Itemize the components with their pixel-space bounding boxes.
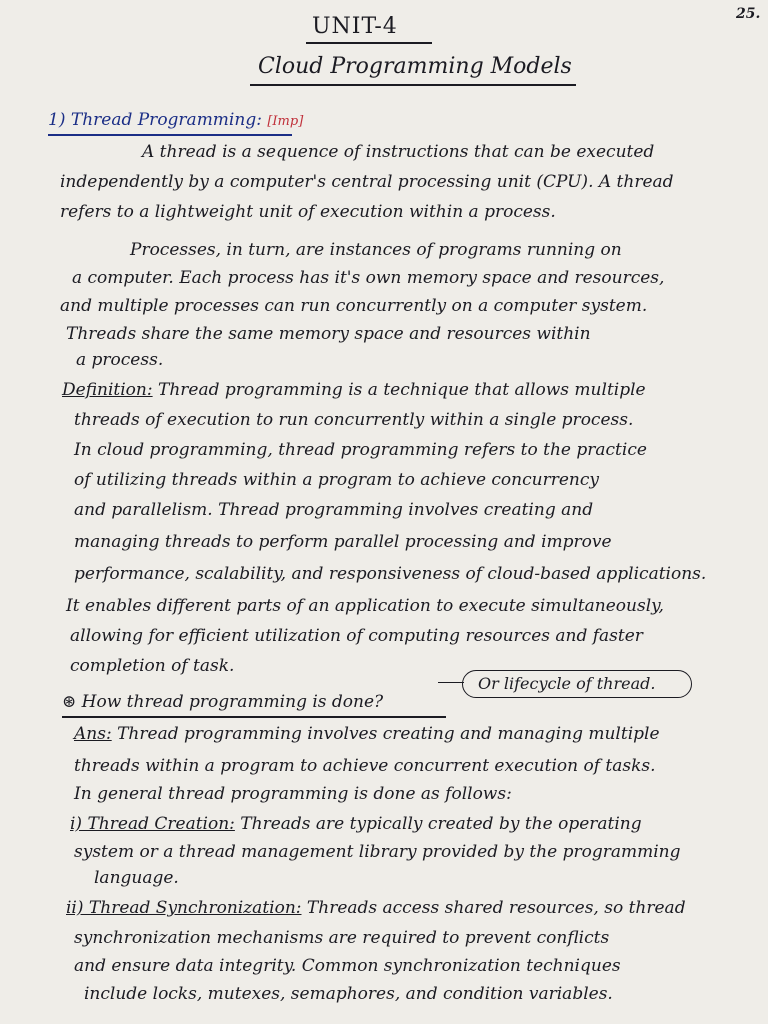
answer-line: Thread programming involves creating and managing multiple bbox=[117, 724, 660, 744]
definition-line: of utilizing threads within a program to achieve concurrency bbox=[74, 470, 599, 490]
answer-line: In general thread programming is done as follows: bbox=[74, 784, 512, 804]
definition-line: completion of task. bbox=[70, 656, 235, 676]
question-underline bbox=[62, 716, 446, 718]
point1-line: system or a thread management library provided by the programming bbox=[74, 842, 681, 862]
definition-line: performance, scalability, and responsiveness of cloud-based applications. bbox=[74, 564, 707, 584]
note-arrow bbox=[438, 682, 464, 683]
para1-line: independently by a computer's central processing unit (CPU). A thread bbox=[60, 172, 674, 192]
point1-line: Threads are typically created by the operating bbox=[240, 814, 642, 834]
answer-label: Ans: bbox=[74, 724, 112, 744]
point1-first-line bbox=[70, 814, 642, 834]
point1-label: i) Thread Creation: bbox=[70, 814, 235, 834]
para2-line: a computer. Each process has it's own memory space and resources, bbox=[72, 268, 665, 288]
definition-line: Thread programming is a technique that allows multiple bbox=[158, 380, 646, 400]
para2-line: Threads share the same memory space and resources within bbox=[66, 324, 591, 344]
question-heading: ⊛ How thread programming is done? bbox=[62, 692, 384, 712]
point2-first-line bbox=[66, 898, 686, 918]
subtitle-underline bbox=[250, 84, 576, 86]
definition-line: threads of execution to run concurrently within a single process. bbox=[74, 410, 634, 430]
page-subtitle: Cloud Programming Models bbox=[258, 54, 572, 79]
para1-line: refers to a lightweight unit of execution within a process. bbox=[60, 202, 556, 222]
definition-line: and parallelism. Thread programming involves creating and bbox=[74, 500, 594, 520]
definition-line: allowing for efficient utilization of computing resources and faster bbox=[70, 626, 643, 646]
definition-label: Definition: bbox=[62, 380, 153, 400]
definition-line: managing threads to perform parallel processing and improve bbox=[74, 532, 612, 552]
side-note: Or lifecycle of thread. bbox=[478, 674, 656, 693]
section-heading-text: 1) Thread Programming: bbox=[48, 110, 262, 130]
title-underline bbox=[306, 42, 432, 44]
para2-line: Processes, in turn, are instances of programs running on bbox=[130, 240, 622, 260]
para2-line: a process. bbox=[76, 350, 164, 370]
unit-title: UNIT-4 bbox=[312, 14, 398, 39]
page-number: 25. bbox=[736, 6, 761, 22]
point2-line: synchronization mechanisms are required to prevent conflicts bbox=[74, 928, 610, 948]
para1-line: A thread is a sequence of instructions that can be executed bbox=[142, 142, 655, 162]
para2-line: and multiple processes can run concurrently on a computer system. bbox=[60, 296, 648, 316]
definition-line: It enables different parts of an application to execute simultaneously, bbox=[66, 596, 664, 616]
definition-line: In cloud programming, thread programming refers to the practice bbox=[74, 440, 647, 460]
point2-label: ii) Thread Synchronization: bbox=[66, 898, 302, 918]
point2-line: include locks, mutexes, semaphores, and condition variables. bbox=[84, 984, 613, 1004]
point1-line: language. bbox=[94, 868, 179, 888]
important-tag: [Imp] bbox=[267, 114, 304, 129]
heading-underline bbox=[48, 134, 292, 136]
section-heading bbox=[48, 110, 303, 130]
definition-first-line bbox=[62, 380, 646, 400]
point2-line: and ensure data integrity. Common synchronization techniques bbox=[74, 956, 621, 976]
answer-line: threads within a program to achieve concurrent execution of tasks. bbox=[74, 756, 656, 776]
point2-line: Threads access shared resources, so thread bbox=[306, 898, 686, 918]
answer-first-line bbox=[74, 724, 660, 744]
